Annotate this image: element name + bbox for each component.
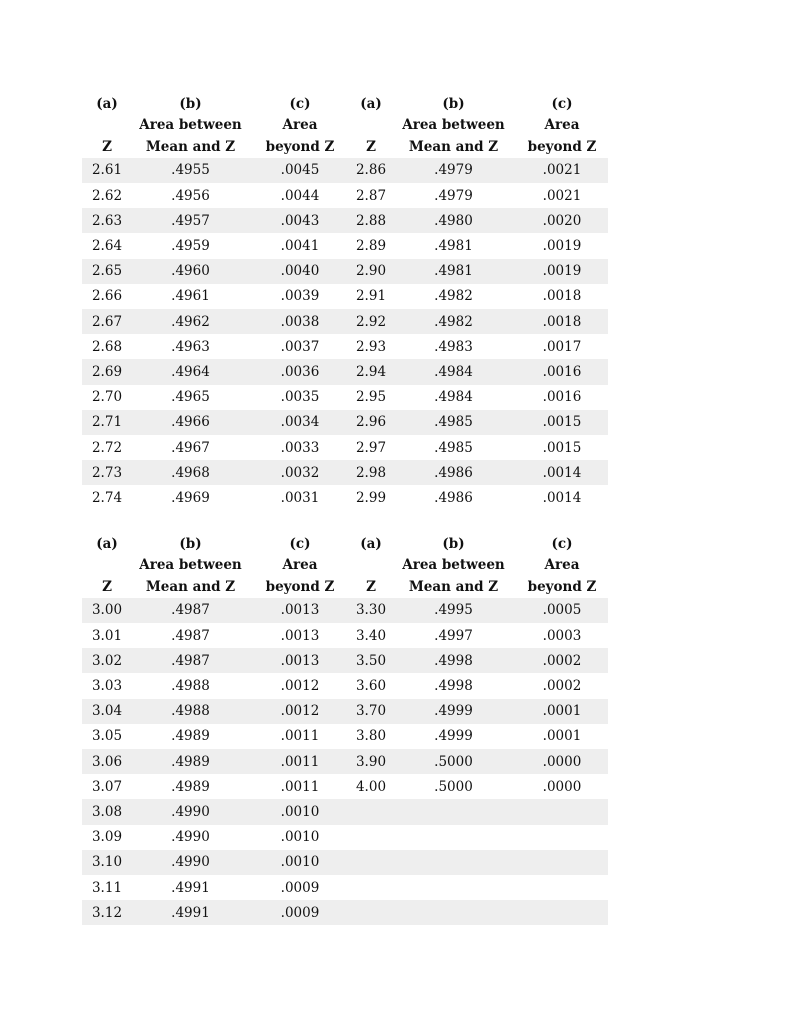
table-cell: 2.88: [351, 208, 391, 233]
table-cell: [516, 875, 608, 900]
table-cell: .0041: [280, 238, 320, 255]
table-cell: 3.08: [82, 799, 132, 824]
table-cell: .4986: [391, 460, 516, 485]
table-cell: .4981: [434, 238, 473, 255]
table-row: [82, 460, 608, 485]
table-cell: .4987: [171, 627, 210, 644]
table-cell: 3.50: [351, 648, 391, 673]
table-cell: 4.00: [355, 778, 387, 795]
table-cell: [391, 825, 516, 850]
table-cell: 2.69: [82, 359, 132, 384]
table-cell: .0037: [280, 338, 320, 355]
col-c-title-line1: Area: [282, 117, 318, 134]
table-cell: 2.97: [355, 439, 387, 456]
table-cell: .4979: [434, 187, 473, 204]
table-row: [82, 284, 608, 309]
table-cell: .4964: [132, 359, 249, 384]
table-cell: 2.96: [351, 410, 391, 435]
table-cell: 2.66: [91, 288, 123, 305]
table-row: [82, 598, 608, 623]
col-z-title: Z: [102, 138, 112, 155]
table-cell: .5000: [391, 749, 516, 774]
table-cell: .0031: [280, 489, 320, 506]
table-cell: .4984: [434, 389, 473, 406]
col-b-title-line2: Mean and Z: [408, 578, 499, 595]
table-header: [82, 534, 608, 598]
table-cell: [391, 799, 516, 824]
table-cell: .0000: [542, 778, 582, 795]
table-cell: .4997: [434, 627, 473, 644]
col-c-title-line1: Area: [544, 117, 580, 134]
table-cell: .4990: [171, 829, 210, 846]
table-cell: .4960: [132, 259, 249, 284]
table-cell: .0021: [516, 158, 608, 183]
table-cell: 3.04: [82, 699, 132, 724]
table-row: [82, 158, 608, 183]
table-cell: .0009: [280, 879, 320, 896]
table-cell: [351, 875, 391, 900]
table-cell: 2.95: [355, 389, 387, 406]
table-cell: .4986: [434, 489, 473, 506]
table-cell: 3.03: [91, 678, 123, 695]
table-cell: .0036: [249, 359, 351, 384]
table-cell: .4988: [171, 678, 210, 695]
table-cell: .0021: [542, 187, 582, 204]
table-cell: 2.90: [351, 259, 391, 284]
table-row: [82, 724, 608, 749]
table-row: [82, 673, 608, 698]
table-cell: 3.12: [82, 900, 132, 925]
table-cell: 2.92: [351, 309, 391, 334]
table-cell: [516, 799, 608, 824]
col-z-title: Z: [366, 578, 376, 595]
table-cell: 2.87: [355, 187, 387, 204]
table-cell: .4999: [434, 728, 473, 745]
table-cell: .0002: [542, 678, 582, 695]
table-cell: 3.09: [91, 829, 123, 846]
table-cell: .4995: [391, 598, 516, 623]
col-z-title: Z: [366, 138, 376, 155]
table-cell: .4990: [132, 799, 249, 824]
col-b-title-line2: Mean and Z: [145, 578, 236, 595]
table-cell: [391, 900, 516, 925]
table-body: [82, 158, 608, 511]
col-z-title: Z: [102, 578, 112, 595]
table-row: [82, 875, 608, 900]
table-cell: .0019: [542, 238, 582, 255]
table-cell: .0010: [249, 850, 351, 875]
table-cell: .4959: [171, 238, 210, 255]
table-cell: .4989: [132, 749, 249, 774]
table-cell: .4998: [391, 648, 516, 673]
table-cell: .4965: [171, 389, 210, 406]
col-c-title-line2: beyond Z: [265, 138, 335, 155]
col-c-label: (c): [551, 536, 573, 552]
table-cell: .0010: [280, 829, 320, 846]
table-cell: .4961: [171, 288, 210, 305]
table-cell: .0015: [516, 410, 608, 435]
table-cell: .0045: [249, 158, 351, 183]
table-cell: .0011: [249, 749, 351, 774]
table-cell: 3.80: [355, 728, 387, 745]
table-cell: .4982: [391, 309, 516, 334]
table-cell: 2.67: [82, 309, 132, 334]
table-cell: .4979: [391, 158, 516, 183]
table-cell: 3.30: [351, 598, 391, 623]
table-cell: 3.02: [82, 648, 132, 673]
table-cell: 2.62: [91, 187, 123, 204]
col-c-title-line2: beyond Z: [527, 578, 597, 595]
table-cell: 2.72: [91, 439, 123, 456]
col-c-label: (c): [289, 96, 311, 112]
table-cell: 3.07: [91, 778, 123, 795]
table-cell: .4969: [171, 489, 210, 506]
table-cell: .0010: [249, 799, 351, 824]
table-cell: 2.98: [351, 460, 391, 485]
table-cell: .0000: [516, 749, 608, 774]
table-cell: .0020: [516, 208, 608, 233]
table-cell: .0011: [280, 778, 320, 795]
table-cell: .0018: [516, 309, 608, 334]
table-cell: .4991: [171, 879, 210, 896]
table-cell: 3.40: [355, 627, 387, 644]
table-cell: 2.61: [82, 158, 132, 183]
table-cell: .4966: [132, 410, 249, 435]
table-row: [82, 485, 608, 510]
table-cell: .0038: [249, 309, 351, 334]
table-cell: 3.01: [91, 627, 123, 644]
table-cell: .5000: [434, 778, 473, 795]
table-cell: .4991: [132, 900, 249, 925]
table-cell: .0033: [280, 439, 320, 456]
table-cell: 2.68: [91, 338, 123, 355]
table-cell: 2.64: [91, 238, 123, 255]
table-cell: .0039: [280, 288, 320, 305]
table-cell: .0014: [516, 460, 608, 485]
table-cell: .0005: [516, 598, 608, 623]
table-cell: .0014: [542, 489, 582, 506]
col-c-title-line2: beyond Z: [265, 578, 335, 595]
table-cell: .0018: [542, 288, 582, 305]
table-cell: .0009: [249, 900, 351, 925]
table-row: [82, 385, 608, 410]
table-row: [82, 699, 608, 724]
table-cell: .0002: [516, 648, 608, 673]
col-b-label: (b): [442, 96, 465, 112]
table-row: [82, 208, 608, 233]
table-cell: .4963: [171, 338, 210, 355]
table-cell: [351, 900, 391, 925]
col-b-title-line2: Mean and Z: [408, 138, 499, 155]
table-cell: [391, 850, 516, 875]
table-cell: [516, 825, 608, 850]
table-cell: [516, 850, 608, 875]
table-cell: 2.89: [355, 238, 387, 255]
table-cell: 3.11: [91, 879, 123, 896]
table-cell: .0043: [249, 208, 351, 233]
col-b-title-line1: Area between: [139, 117, 242, 134]
col-c-title-line1: Area: [544, 557, 580, 574]
table-cell: 2.86: [351, 158, 391, 183]
table-cell: 3.06: [82, 749, 132, 774]
col-c-label: (c): [551, 96, 573, 112]
table-cell: .0001: [542, 728, 582, 745]
table-cell: .0040: [249, 259, 351, 284]
col-b-title-line1: Area between: [139, 557, 242, 574]
table-row: [82, 233, 608, 258]
table-cell: 2.99: [355, 489, 387, 506]
col-a-label: (a): [360, 536, 382, 552]
table-cell: .0013: [249, 648, 351, 673]
table-row: [82, 799, 608, 824]
table-cell: .4984: [391, 359, 516, 384]
col-c-title-line2: beyond Z: [527, 138, 597, 155]
table-cell: .4980: [391, 208, 516, 233]
table-cell: 3.05: [91, 728, 123, 745]
col-b-label: (b): [179, 96, 202, 112]
table-cell: .0015: [542, 439, 582, 456]
z-table-bottom: [82, 534, 608, 925]
table-cell: 3.60: [355, 678, 387, 695]
table-cell: .4985: [391, 410, 516, 435]
table-cell: .4967: [171, 439, 210, 456]
table-cell: 2.93: [355, 338, 387, 355]
table-row: [82, 749, 608, 774]
table-cell: .4962: [132, 309, 249, 334]
table-cell: .0012: [280, 678, 320, 695]
table-cell: 2.63: [82, 208, 132, 233]
table-cell: .0013: [249, 598, 351, 623]
table-cell: .4985: [434, 439, 473, 456]
table-cell: .0035: [280, 389, 320, 406]
table-cell: .0003: [542, 627, 582, 644]
table-cell: 3.00: [82, 598, 132, 623]
table-cell: .4987: [132, 648, 249, 673]
table-cell: .4982: [434, 288, 473, 305]
table-cell: .4999: [391, 699, 516, 724]
table-cell: .0019: [516, 259, 608, 284]
table-cell: 2.91: [355, 288, 387, 305]
table-cell: .4990: [132, 850, 249, 875]
col-c-title-line1: Area: [282, 557, 318, 574]
table-cell: 2.71: [82, 410, 132, 435]
table-cell: 2.74: [91, 489, 123, 506]
table-cell: .4981: [391, 259, 516, 284]
z-table: [82, 94, 608, 511]
table-cell: .4998: [434, 678, 473, 695]
table-cell: .0016: [542, 389, 582, 406]
table-cell: .4983: [434, 338, 473, 355]
col-b-title-line1: Area between: [402, 117, 505, 134]
table-row: [82, 410, 608, 435]
table-cell: 3.70: [351, 699, 391, 724]
table-header: [82, 94, 608, 158]
table-cell: 2.94: [351, 359, 391, 384]
table-cell: .4987: [132, 598, 249, 623]
table-cell: .4989: [171, 728, 210, 745]
table-row: [82, 825, 608, 850]
col-b-label: (b): [442, 536, 465, 552]
col-c-label: (c): [289, 536, 311, 552]
table-cell: [351, 850, 391, 875]
col-a-label: (a): [96, 536, 118, 552]
z-table: [82, 534, 608, 925]
table-cell: [351, 825, 391, 850]
table-cell: .0013: [280, 627, 320, 644]
z-table-top: [82, 94, 608, 511]
table-cell: .4988: [132, 699, 249, 724]
table-row: [82, 435, 608, 460]
table-row: [82, 309, 608, 334]
table-cell: .0044: [280, 187, 320, 204]
table-cell: [391, 875, 516, 900]
table-cell: [351, 799, 391, 824]
table-cell: .0001: [516, 699, 608, 724]
col-b-title-line1: Area between: [402, 557, 505, 574]
table-row: [82, 359, 608, 384]
table-cell: .0034: [249, 410, 351, 435]
table-cell: .4955: [132, 158, 249, 183]
col-b-label: (b): [179, 536, 202, 552]
table-cell: .0012: [249, 699, 351, 724]
col-a-label: (a): [360, 96, 382, 112]
table-row: [82, 900, 608, 925]
table-row: [82, 774, 608, 799]
table-cell: .4989: [171, 778, 210, 795]
table-cell: [516, 900, 608, 925]
table-body: [82, 598, 608, 925]
table-cell: 2.70: [91, 389, 123, 406]
table-cell: .0011: [280, 728, 320, 745]
table-row: [82, 259, 608, 284]
table-cell: .4957: [132, 208, 249, 233]
table-cell: 2.65: [82, 259, 132, 284]
table-cell: .4968: [132, 460, 249, 485]
table-cell: 2.73: [82, 460, 132, 485]
table-row: [82, 850, 608, 875]
col-a-label: (a): [96, 96, 118, 112]
table-row: [82, 183, 608, 208]
table-row: [82, 334, 608, 359]
table-cell: .0032: [249, 460, 351, 485]
table-cell: 3.90: [351, 749, 391, 774]
table-cell: .4956: [171, 187, 210, 204]
col-b-title-line2: Mean and Z: [145, 138, 236, 155]
table-cell: .0016: [516, 359, 608, 384]
table-row: [82, 623, 608, 648]
table-cell: 3.10: [82, 850, 132, 875]
table-cell: .0017: [542, 338, 582, 355]
table-row: [82, 648, 608, 673]
